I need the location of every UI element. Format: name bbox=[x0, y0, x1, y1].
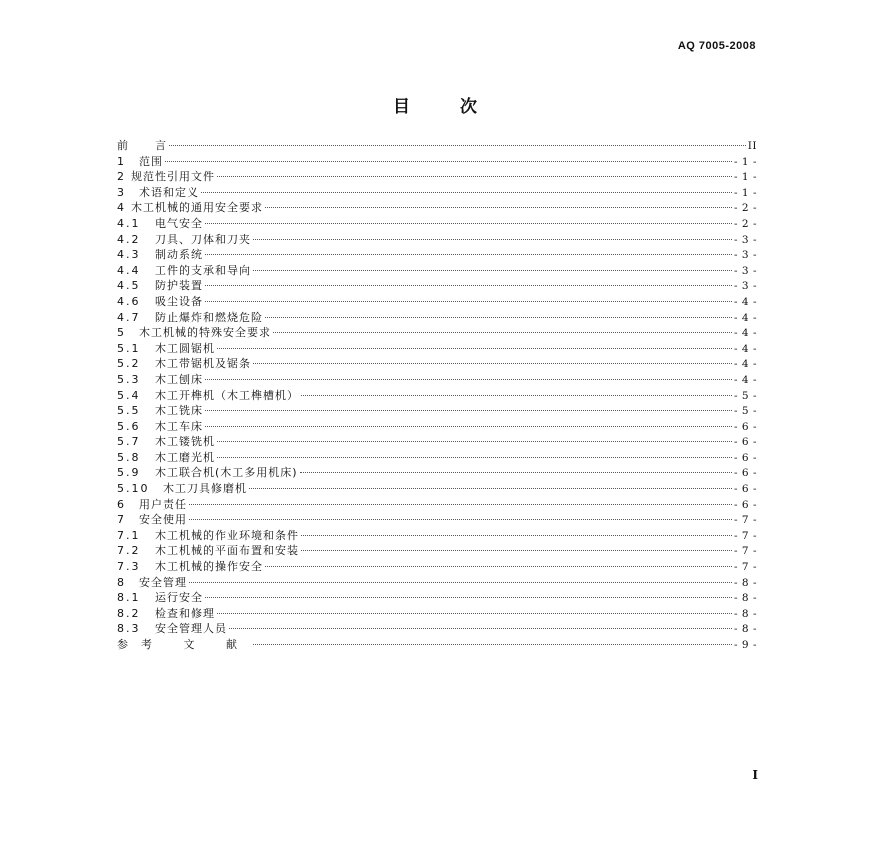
toc-entry[interactable] bbox=[117, 450, 757, 466]
toc-entry-page: - 6 - bbox=[734, 436, 757, 449]
dot-leader bbox=[217, 457, 732, 458]
toc-entry-number: 8.3 bbox=[117, 622, 141, 636]
toc-entry-number: 7.2 bbox=[117, 544, 141, 558]
dot-leader bbox=[205, 254, 732, 255]
dot-leader bbox=[265, 317, 732, 318]
toc-entry-title: 木工机械的操作安全 bbox=[155, 560, 263, 574]
dot-leader bbox=[205, 597, 732, 598]
dot-leader bbox=[253, 644, 732, 645]
toc-entry[interactable] bbox=[117, 512, 757, 528]
toc-entry-number: 5.3 bbox=[117, 372, 141, 386]
dot-leader bbox=[189, 582, 732, 583]
toc-entry-title: 安全使用 bbox=[139, 513, 187, 527]
toc-entry-page: - 6 - bbox=[734, 498, 757, 511]
toc-entry-number: 5.4 bbox=[117, 388, 141, 402]
toc-entry-number: 4.4 bbox=[117, 263, 141, 277]
toc-entry[interactable] bbox=[117, 294, 757, 310]
toc-entry-title: 木工联合机(木工多用机床) bbox=[155, 466, 298, 480]
toc-entry-page: - 2 - bbox=[734, 202, 757, 215]
toc-entry-title: 防护装置 bbox=[155, 279, 203, 293]
toc-entry[interactable] bbox=[117, 138, 757, 154]
toc-entry-number: 7.1 bbox=[117, 528, 141, 542]
dot-leader bbox=[253, 239, 732, 240]
toc-entry-number: 8.1 bbox=[117, 591, 141, 605]
dot-leader bbox=[265, 566, 732, 567]
toc-entry-title: 用户责任 bbox=[139, 497, 187, 511]
toc-entry-page: - 6 - bbox=[734, 483, 757, 496]
dot-leader bbox=[301, 535, 732, 536]
toc-entry-number: 4.2 bbox=[117, 232, 141, 246]
dot-leader bbox=[217, 613, 732, 614]
toc-entry-title: 木工车床 bbox=[155, 419, 203, 433]
toc-entry-number: 5.1 bbox=[117, 341, 141, 355]
dot-leader bbox=[300, 472, 732, 473]
toc-entry-title: 木工机械的作业环境和条件 bbox=[155, 528, 299, 542]
dot-leader bbox=[253, 270, 732, 271]
toc-entry-page: - 7 - bbox=[734, 514, 757, 527]
toc-entry-page: - 4 - bbox=[734, 295, 757, 308]
toc-entry-number: 4.7 bbox=[117, 310, 141, 324]
toc-entry-title: 木工铣床 bbox=[155, 404, 203, 418]
toc-entry[interactable] bbox=[117, 232, 757, 248]
toc-entry-title: 制动系统 bbox=[155, 248, 203, 262]
toc-entry[interactable] bbox=[117, 216, 757, 232]
toc-entry-title: 安全管理 bbox=[139, 575, 187, 589]
toc-entry-page: II bbox=[747, 140, 757, 152]
dot-leader bbox=[205, 426, 732, 427]
toc-entry-page: - 5 - bbox=[734, 405, 757, 418]
toc-entry[interactable] bbox=[117, 606, 757, 622]
toc-entry[interactable] bbox=[117, 263, 757, 279]
dot-leader bbox=[265, 207, 732, 208]
dot-leader bbox=[217, 176, 732, 177]
toc-entry-number: 3 bbox=[117, 185, 126, 199]
toc-entry-number: 5.7 bbox=[117, 435, 141, 449]
dot-leader bbox=[217, 441, 732, 442]
toc-entry-page: - 3 - bbox=[734, 280, 757, 293]
toc-entry-number: 参 bbox=[117, 638, 130, 651]
toc-entry-page: - 3 - bbox=[734, 264, 757, 277]
dot-leader bbox=[205, 410, 732, 411]
toc-entry-title: 木工机械的特殊安全要求 bbox=[139, 326, 271, 340]
toc-entry-title: 木工机械的平面布置和安装 bbox=[155, 544, 299, 558]
toc-entry-page: - 4 - bbox=[734, 311, 757, 324]
toc-entry-number: 6 bbox=[117, 497, 126, 511]
toc-entry-number: 5 bbox=[117, 326, 126, 340]
toc-entry[interactable] bbox=[117, 247, 757, 263]
toc-title: 目 次 bbox=[393, 97, 499, 117]
toc-entry-title: 安全管理人员 bbox=[155, 622, 227, 636]
toc-entry[interactable] bbox=[117, 481, 757, 497]
toc-entry[interactable] bbox=[117, 185, 757, 201]
toc-entry-number: 5.10 bbox=[117, 482, 150, 496]
toc-entry[interactable] bbox=[117, 434, 757, 450]
toc-entry[interactable] bbox=[117, 403, 757, 419]
toc-entry[interactable] bbox=[117, 356, 757, 372]
dot-leader bbox=[229, 628, 732, 629]
toc-entry-page: - 3 - bbox=[734, 233, 757, 246]
page-number: I bbox=[752, 768, 758, 782]
toc-entry[interactable] bbox=[117, 621, 757, 637]
toc-entry-title: 木工机械的通用安全要求 bbox=[131, 201, 263, 215]
toc-entry[interactable] bbox=[117, 341, 757, 357]
toc-entry-number: 4 bbox=[117, 201, 126, 215]
toc-entry-page: - 6 - bbox=[734, 420, 757, 433]
toc-entry-number: 8.2 bbox=[117, 606, 141, 620]
toc-entry-number: 5.5 bbox=[117, 404, 141, 418]
toc-entry-page: - 7 - bbox=[734, 561, 757, 574]
dot-leader bbox=[201, 192, 732, 193]
toc-entry[interactable] bbox=[117, 200, 757, 216]
dot-leader bbox=[169, 145, 746, 146]
toc-entry[interactable] bbox=[117, 575, 757, 591]
dot-leader bbox=[217, 348, 732, 349]
toc-entry-title: 吸尘设备 bbox=[155, 294, 203, 308]
toc-entry-number: 8 bbox=[117, 575, 126, 589]
toc-entry-page: - 7 - bbox=[734, 545, 757, 558]
toc-entry[interactable] bbox=[117, 590, 757, 606]
toc-entry[interactable] bbox=[117, 419, 757, 435]
toc-entry-number: 2 bbox=[117, 170, 126, 184]
toc-entry-page: - 6 - bbox=[734, 467, 757, 480]
toc-entry-title: 木工刨床 bbox=[155, 372, 203, 386]
toc-entry-title: 工件的支承和导向 bbox=[155, 263, 251, 277]
toc-entry-title: 木工圆锯机 bbox=[155, 341, 215, 355]
dot-leader bbox=[273, 332, 732, 333]
toc-entry-title: 木工开榫机（木工榫槽机） bbox=[155, 388, 299, 402]
dot-leader bbox=[249, 488, 732, 489]
standard-code: AQ 7005-2008 bbox=[677, 40, 756, 52]
toc-entry-number: 5.2 bbox=[117, 357, 141, 371]
toc-entry-title: 刀具、刀体和刀夹 bbox=[155, 232, 251, 246]
toc-entry-number: 4.1 bbox=[117, 216, 141, 230]
toc-entry-page: - 1 - bbox=[734, 155, 757, 168]
toc-entry-page: - 5 - bbox=[734, 389, 757, 402]
toc-entry-page: - 9 - bbox=[734, 639, 757, 651]
toc-entry-title: 木工刀具修磨机 bbox=[163, 482, 247, 496]
toc-entry-title: 检查和修理 bbox=[155, 606, 215, 620]
toc-entry-page: - 1 - bbox=[734, 186, 757, 199]
toc-entry-page: - 7 - bbox=[734, 529, 757, 542]
dot-leader bbox=[205, 301, 732, 302]
toc-entry-page: - 4 - bbox=[734, 327, 757, 340]
toc-entry[interactable] bbox=[117, 169, 757, 185]
toc-entry[interactable] bbox=[117, 465, 757, 481]
toc-entry-title: 考 文 献 bbox=[141, 638, 251, 651]
toc-entry-page: - 3 - bbox=[734, 249, 757, 262]
toc-entry-page: - 1 - bbox=[734, 171, 757, 184]
toc-entry[interactable] bbox=[117, 310, 757, 326]
toc-entry[interactable] bbox=[117, 278, 757, 294]
toc-entry-page: - 8 - bbox=[734, 607, 757, 620]
toc-entry-title: 言 bbox=[155, 139, 167, 152]
toc-entry-page: - 8 - bbox=[734, 623, 757, 636]
toc-entry-title: 术语和定义 bbox=[139, 185, 199, 199]
toc-entry-title: 电气安全 bbox=[155, 216, 203, 230]
dot-leader bbox=[189, 519, 732, 520]
toc-entry[interactable] bbox=[117, 325, 757, 341]
dot-leader bbox=[205, 285, 732, 286]
dot-leader bbox=[301, 550, 732, 551]
toc-entry-number: 5.6 bbox=[117, 419, 141, 433]
toc-entry-title: 木工带锯机及锯条 bbox=[155, 357, 251, 371]
dot-leader bbox=[205, 223, 732, 224]
toc-entry[interactable] bbox=[117, 637, 757, 653]
toc-entry-title: 运行安全 bbox=[155, 591, 203, 605]
toc-entry[interactable] bbox=[117, 497, 757, 513]
toc-entry-title: 木工磨光机 bbox=[155, 450, 215, 464]
toc-entry[interactable] bbox=[117, 559, 757, 575]
toc-entry-page: - 4 - bbox=[734, 342, 757, 355]
toc-entry-page: - 8 - bbox=[734, 592, 757, 605]
toc-entry[interactable] bbox=[117, 154, 757, 170]
toc-entry-number: 4.5 bbox=[117, 279, 141, 293]
toc-entry-number: 4.6 bbox=[117, 294, 141, 308]
toc-entry-page: - 6 - bbox=[734, 451, 757, 464]
toc-entry-number: 前 bbox=[117, 139, 130, 152]
toc-entry-number: 7 bbox=[117, 513, 126, 527]
dot-leader bbox=[189, 504, 732, 505]
dot-leader bbox=[253, 363, 732, 364]
toc-entry[interactable] bbox=[117, 372, 757, 388]
toc-entry-number: 5.8 bbox=[117, 450, 141, 464]
toc-entry-number: 4.3 bbox=[117, 248, 141, 262]
toc-entry[interactable] bbox=[117, 543, 757, 559]
toc-entry-title: 规范性引用文件 bbox=[131, 170, 215, 184]
dot-leader bbox=[301, 395, 732, 396]
table-of-contents bbox=[117, 138, 757, 653]
dot-leader bbox=[165, 161, 732, 162]
toc-entry-title: 范围 bbox=[139, 154, 163, 168]
toc-entry-page: - 4 - bbox=[734, 373, 757, 386]
toc-entry-page: - 8 - bbox=[734, 576, 757, 589]
toc-entry-number: 7.3 bbox=[117, 560, 141, 574]
toc-entry[interactable] bbox=[117, 388, 757, 404]
toc-entry[interactable] bbox=[117, 528, 757, 544]
toc-entry-title: 木工镂铣机 bbox=[155, 435, 215, 449]
dot-leader bbox=[205, 379, 732, 380]
toc-entry-number: 1 bbox=[117, 154, 126, 168]
toc-entry-number: 5.9 bbox=[117, 466, 141, 480]
toc-entry-title: 防止爆炸和燃烧危险 bbox=[155, 310, 263, 324]
toc-entry-page: - 4 - bbox=[734, 358, 757, 371]
toc-entry-page: - 2 - bbox=[734, 217, 757, 230]
